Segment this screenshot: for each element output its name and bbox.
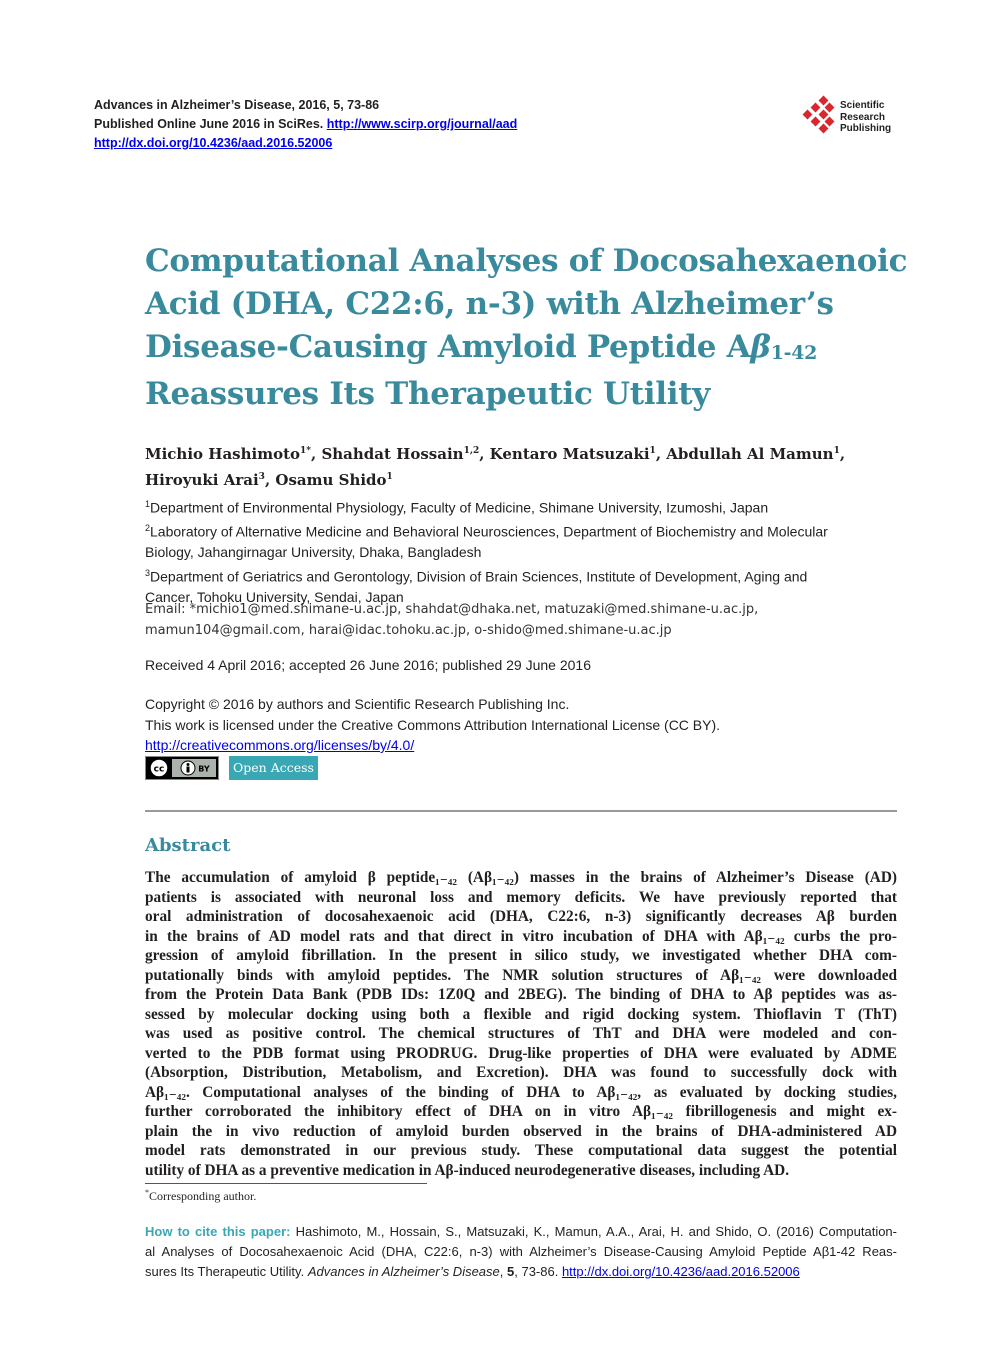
- cc-by-badge[interactable]: [145, 756, 219, 780]
- abstract-line: utility of DHA as a preventive medication in Aβ-induced neurodegenerative diseases, including AD.: [145, 1161, 790, 1179]
- abstract-line: oral administration of docosahexaenoic acid (DHA, C22:6, n-3) significantly decreases Aβ burden: [145, 908, 897, 925]
- doi-link[interactable]: http://dx.doi.org/10.4236/aad.2016.52006: [94, 136, 333, 150]
- affiliation-1: $^1$Department of Environmental Physiology, Faculty of Medicine, Shimane University, Izumoshi, Japan: [145, 499, 769, 516]
- publication-dates: Received 4 April 2016; accepted 26 June 2016; published 29 June 2016: [145, 657, 592, 673]
- svg-text:BY: BY: [198, 764, 210, 774]
- abstract-body: [145, 868, 897, 1180]
- license-link[interactable]: http://creativecommons.org/licenses/by/4.0/: [145, 737, 415, 753]
- corresponding-author-note: *Corresponding author.: [145, 1188, 257, 1203]
- journal-citation-line: Advances in Alzheimer’s Disease, 2016, 5, 73-86: [94, 98, 380, 112]
- abstract-line: gression of amyloid fibrillation. In the present in silico study, we investigated whether DHA com-: [145, 947, 897, 964]
- abstract-line: putationally binds with amyloid peptides. The NMR solution structures of Aβ₁₋₄₂ were downloaded: [145, 966, 897, 984]
- email-list: Email: *michio1@med.shimane-u.ac.jp, shahdat@dhaka.net, matuzaki@med.shimane-u.ac.jp, mamun104@gmail.com, harai@idac.tohoku.ac.jp, o-shido@med.shimane-u.ac.jp: [145, 602, 759, 638]
- how-to-cite: How to cite this paper: Hashimoto, M., Hossain, S., Matsuzaki, K., Mamun, A.A., Arai, H. and Shido, O. (2016) Computation- al Analyses of Docosahexaenoic Acid (DHA, C22:6, n-3) with Alzheimer’s Disease-Causing Amyloid Peptide Aβ1-42 Reas- sures Its Therapeutic Utility. Advances in Alzheimer’s Disease, 5, 73-86. http://dx.doi.org/10.4236/aad.2016.52006: [145, 1224, 897, 1279]
- author-list: Michio Hashimoto$^{1*}$, Shahdat Hossain$^{1,2}$, Kentaro Matsuzaki$^1$, Abdullah Al Mamun$^1$, Hiroyuki Arai$^3$, Osamu Shido$^1$: [145, 445, 846, 489]
- scirp-logo[interactable]: [798, 95, 908, 141]
- section-divider: [145, 810, 897, 812]
- affiliation-2: $^2$Laboratory of Alternative Medicine and Behavioral Neurosciences, Department of Biochemistry and Molecular: [145, 523, 828, 540]
- abstract-line: was used as positive control. The chemical structures of ThT and DHA were modeled and con-: [145, 1025, 897, 1042]
- abstract-heading: Abstract: [145, 835, 231, 856]
- footnote-divider: [145, 1183, 427, 1184]
- scirp-logo-mark: [798, 95, 838, 137]
- abstract-line: in the brains of AD model rats and that direct in vitro incubation of DHA with Aβ₁₋₄₂ curbs the pro-: [145, 927, 897, 945]
- svg-text:cc: cc: [153, 764, 165, 775]
- abstract-line: patients is associated with neuronal loss and memory deficits. We have previously reported that: [145, 888, 897, 906]
- scirp-logo-text: Scientific Research Publishing: [840, 100, 892, 134]
- abstract-line: further corroborated the inhibitory effect of DHA on in vitro Aβ₁₋₄₂ fibrillogenesis and might ex-: [145, 1103, 897, 1120]
- abstract-line: (Absorption, Distribution, Metabolism, and Excretion). DHA was found to successfully dock with: [145, 1064, 897, 1081]
- abstract-line: The accumulation of amyloid β peptide₁₋₄₂ (Aβ₁₋₄₂) masses in the brains of Alzheimer’s Disease (AD): [145, 869, 897, 886]
- copyright-block: Copyright © 2016 by authors and Scientific Research Publishing Inc. This work is licensed under the Creative Commons Attribution International License (CC BY). http://creativecommons.org/licenses/by/4.0/: [145, 696, 721, 753]
- journal-header: [94, 96, 517, 153]
- affiliation-3: $^3$Department of Geriatrics and Gerontology, Division of Brain Sciences, Institute of Development, Aging and: [145, 567, 808, 585]
- affiliations: $^1$Department of Environmental Physiology, Faculty of Medicine, Shimane University, Izumoshi, Japan $^2$Laboratory of Alternative Medicine and Behavioral Neurosciences, Department of Biochemistry and Molecular Biology, Jahangirnagar University, Dhaka, Bangladesh $^3$Department of Geriatrics and Gerontology, Division of Brain Sciences, Institute of Development, Aging and Cancer, Tohoku University, Sendai, Japan: [145, 494, 905, 607]
- paper-title: Computational Analyses of Docosahexaenoic Acid (DHA, C22:6, n-3) with Alzheimer’s Disease-Causing Amyloid Peptide $A\beta_{1-42}$ Reassures Its Therapeutic Utility: [145, 243, 908, 412]
- abstract-line: verted to the PDB format using PRODRUG. Drug-like properties of DHA were evaluated by ADME: [145, 1044, 897, 1062]
- published-line: [94, 115, 517, 134]
- cite-doi-link[interactable]: http://dx.doi.org/10.4236/aad.2016.52006: [561, 1264, 800, 1279]
- abstract-line: model rats demonstrated in our previous study. These computational data suggest the potential: [145, 1142, 897, 1159]
- journal-url-link[interactable]: http://www.scirp.org/journal/aad: [326, 117, 518, 131]
- abstract-line: sessed by molecular docking using both a flexible and rigid docking system. Thioflavin T (ThT): [145, 1005, 897, 1023]
- published-prefix: Published Online June 2016 in SciRes.: [94, 117, 324, 131]
- abstract-line: plain the in vivo reduction of amyloid burden observed in the brains of DHA-administered AD: [145, 1122, 897, 1140]
- cite-label: How to cite this paper:: [145, 1224, 291, 1239]
- cc-by-icon: [146, 757, 218, 779]
- abstract-line: Aβ₁₋₄₂. Computational analyses of the binding of DHA to Aβ₁₋₄₂, as evaluated by docking studies,: [145, 1083, 897, 1101]
- open-access-badge: Open Access: [229, 756, 318, 780]
- abstract-line: from the Protein Data Bank (PDB IDs: 1Z0Q and 2BEG). The binding of DHA to Aβ peptides was as-: [145, 986, 897, 1003]
